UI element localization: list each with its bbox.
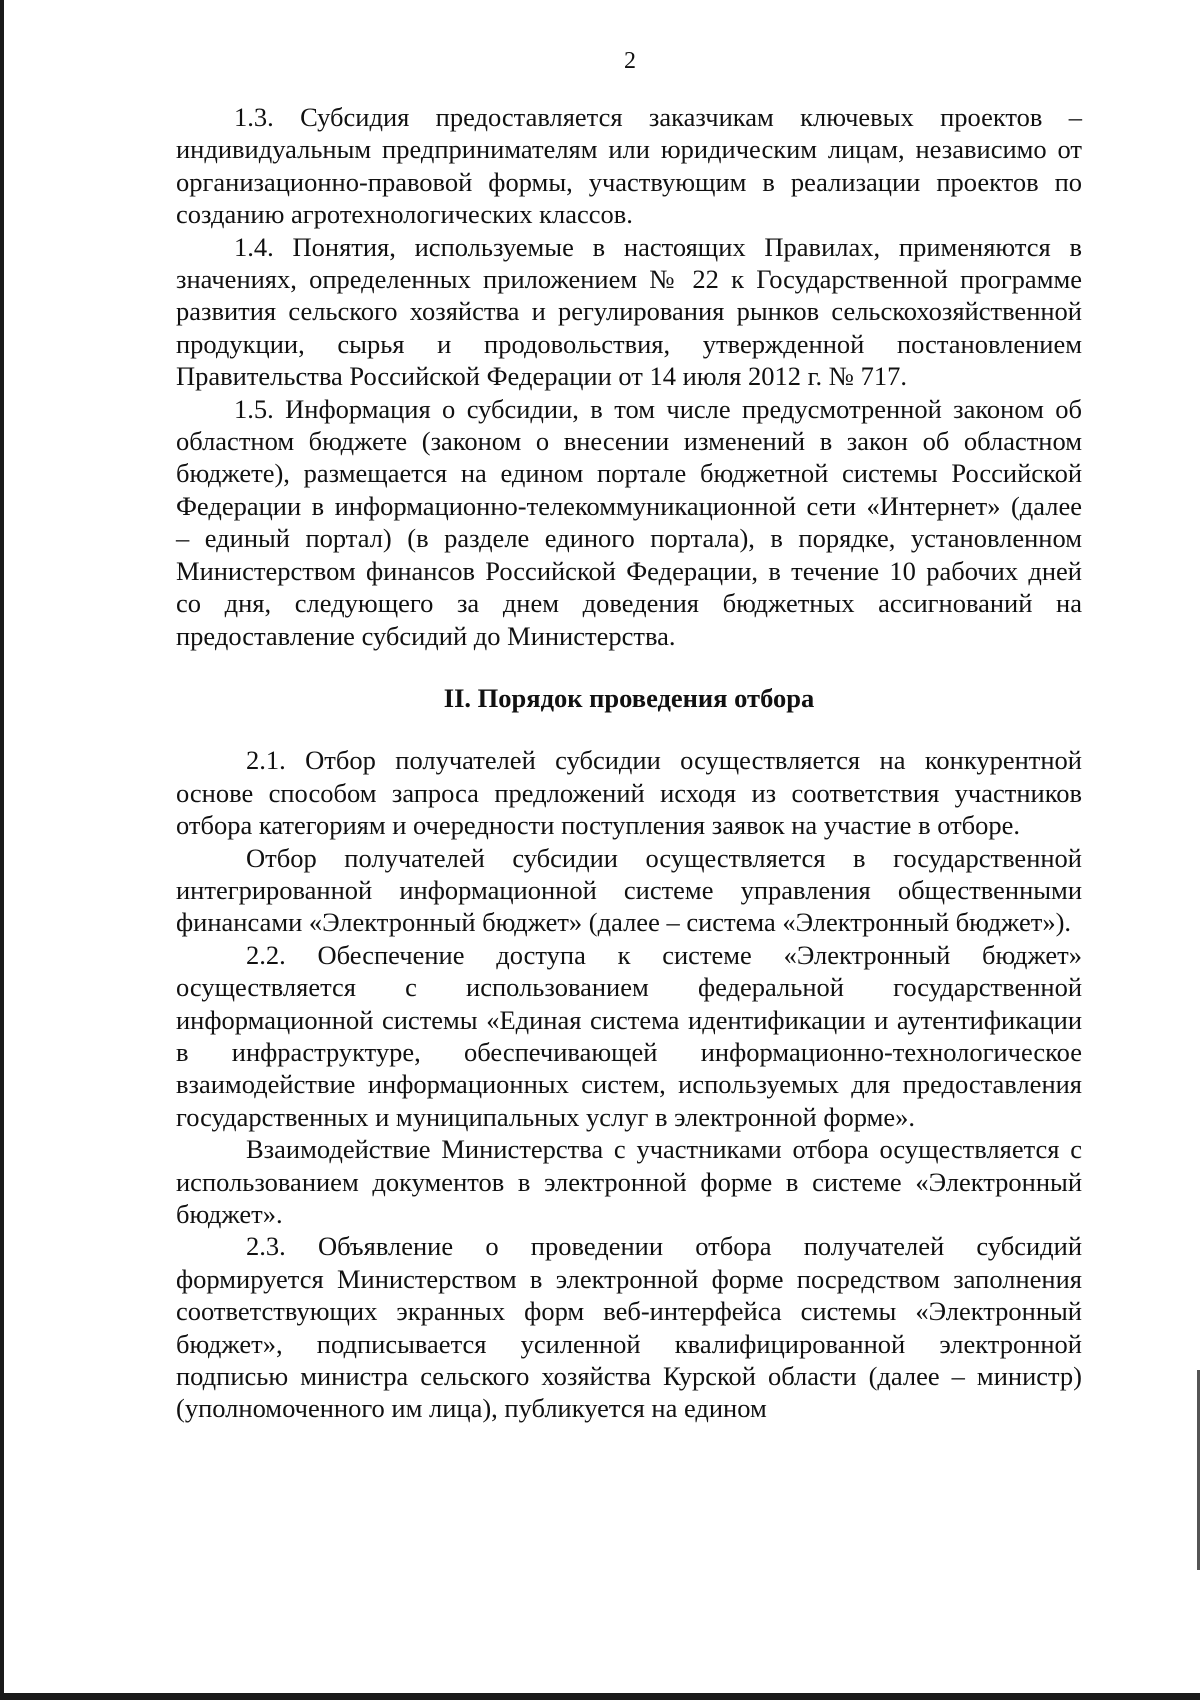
paragraph-2-2-continued: Взаимодействие Министерства с участниками отбора осуществляется с использованием документов в электронной форме в системе «Электронный бюджет». <box>176 1134 1082 1229</box>
paragraph-1-3: 1.3. Субсидия предоставляется заказчикам ключевых проектов – индивидуальным предпринимателям или юридическим лицам, независимо от организационно-правовой формы, участвующим в реализации проектов по созданию агротехнологических классов. <box>176 102 1082 230</box>
scan-edge-bottom <box>0 1693 1200 1700</box>
section-heading: II. Порядок проведения отбора <box>443 682 815 713</box>
page-number: 2 <box>624 48 636 74</box>
paragraph-2-3: 2.3. Объявление о проведении отбора получателей субсидий формируется Министерством в электронной форме посредством заполнения соответствующих экранных форм веб-интерфейса системы «Электронный бюджет», подписывается усиленной квалифицированной электронной подписью министра сельского хозяйства Курской области (далее – министр) (уполномоченного им лица), публикуется на едином <box>176 1231 1082 1424</box>
scan-edge-left <box>0 0 4 1700</box>
paragraph-2-1: 2.1. Отбор получателей субсидии осуществляется на конкурентной основе способом запроса предложений исходя из соответствия участников отбора категориям и очередности поступления заявок на участие в отборе. <box>176 745 1082 841</box>
paragraph-1-5: 1.5. Информация о субсидии, в том числе предусмотренной законом об областном бюджете (законом о внесении изменений в закон об областном бюджете), размещается на едином портале бюджетной системы Российской Федерации в информационно-телекоммуникационной сети «Интернет» (далее – единый портал) (в разделе единого портала), в порядке, установленном Министерством финансов Российской Федерации, в течение 10 рабочих дней со дня, следующего за днем доведения бюджетных ассигнований на предоставление субсидий до Министерства. <box>176 393 1082 651</box>
document-body <box>176 101 1082 1425</box>
paragraph-1-4: 1.4. Понятия, используемые в настоящих Правилах, применяются в значениях, определенных приложением № 22 к Государственной программе развития сельского хозяйства и регулирования рынков сельскохозяйственной продукции, сырья и продовольствия, утвержденной постановлением Правительства Российской Федерации от 14 июля 2012 г. № 717. <box>176 231 1082 392</box>
paragraph-2-1-continued: Отбор получателей субсидии осуществляется в государственной интегрированной информационной системе управления общественными финансами «Электронный бюджет» (далее – система «Электронный бюджет»). <box>176 842 1082 938</box>
paragraph-2-2: 2.2. Обеспечение доступа к системе «Электронный бюджет» осуществляется с использованием федеральной государственной информационной системы «Единая система идентификации и аутентификации в инфраструктуре, обеспечивающей информационно-технологическое взаимодействие информационных систем, используемых для предоставления государственных и муниципальных услуг в электронной форме». <box>176 939 1082 1132</box>
